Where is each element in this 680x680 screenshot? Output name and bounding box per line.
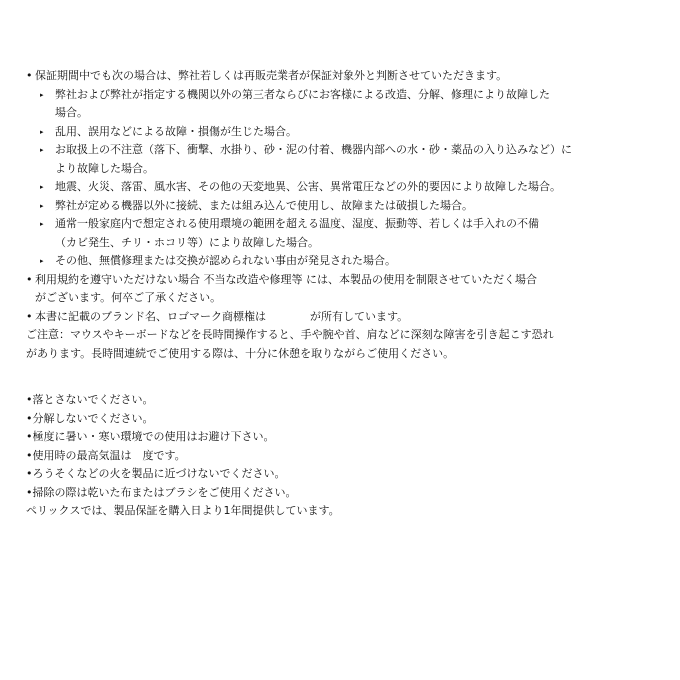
caution-line: があります。長時間連続でご使用する際は、十分に休憩を取りながらご使用ください。 <box>26 346 455 360</box>
caution-notice <box>26 326 656 363</box>
triangle-bullet-icon: ▸ <box>40 201 44 210</box>
warranty-conditions-list <box>26 86 656 271</box>
handling-item: •分解しないでください。 <box>26 411 154 425</box>
terms-line: 利用規約を遵守いただけない場合 不当な改造や修理等 には、本製品の使用を制限させていただく場合 <box>35 272 537 286</box>
warranty-intro <box>26 67 656 86</box>
condition-item <box>26 215 656 252</box>
condition-line: 乱用、誤用などによる故障・損傷が生じた場合。 <box>55 124 297 138</box>
condition-item <box>26 141 656 178</box>
trademark-notice <box>26 308 656 327</box>
condition-line: 地震、火災、落雷、風水害、その他の天変地異、公害、異常電圧などの外的要因により故障した場合。 <box>55 180 561 193</box>
condition-line: その他、無償修理または交換が認められない事由が発見された場合。 <box>55 254 396 267</box>
triangle-bullet-icon: ▸ <box>40 220 44 228</box>
condition-line: 弊社が定める機器以外に接続、または組み込んで使用し、故障または破損した場合。 <box>55 198 473 212</box>
warranty-period: ペリックスでは、製品保証を購入日より1年間提供しています。 <box>26 504 340 517</box>
triangle-bullet-icon: ▸ <box>40 257 44 265</box>
condition-line: （カビ発生、チリ・ホコリ等）により故障した場合。 <box>55 235 319 249</box>
handling-item: •ろうそくなどの火を製品に近づけないでください。 <box>26 467 286 480</box>
handling-item: •極度に暑い・寒い環境での使用はお避け下さい。 <box>26 430 275 443</box>
section-gap <box>26 363 656 391</box>
bullet-icon: • <box>26 272 33 286</box>
triangle-bullet-icon: ▸ <box>40 90 44 99</box>
condition-line: 弊社および弊社が指定する機関以外の第三者ならびにお客様による改造、分解、修理により故障した <box>55 87 550 101</box>
bullet-icon: • <box>26 309 33 323</box>
condition-item <box>26 252 656 271</box>
condition-item <box>26 178 656 197</box>
condition-line: 通常一般家庭内で想定される使用環境の範囲を超える温度、湿度、振動等、若しくは手入れの不備 <box>55 217 539 230</box>
terms-line: がございます。何卒ご了承ください。 <box>35 291 222 304</box>
condition-item <box>26 197 656 216</box>
handling-item: •落とさないでください。 <box>26 393 154 406</box>
condition-line: より故障した場合。 <box>55 161 154 175</box>
handling-item: •掃除の際は乾いた布またはブラシをご使用ください。 <box>26 485 297 499</box>
condition-line: お取扱上の不注意（落下、衝撃、水掛り、砂・泥の付着、機器内部への水・砂・薬品の入り込みなど）に <box>55 143 572 156</box>
handling-list <box>26 391 656 502</box>
triangle-bullet-icon: ▸ <box>40 183 44 191</box>
triangle-bullet-icon: ▸ <box>40 146 44 154</box>
condition-item <box>26 123 656 142</box>
condition-line: 場合。 <box>55 106 88 119</box>
condition-item <box>26 86 656 123</box>
warranty-intro-text: 保証期間中でも次の場合は、弊社若しくは再販売業者が保証対象外と判断させていただきます。 <box>35 69 508 82</box>
triangle-bullet-icon: ▸ <box>40 127 44 136</box>
trademark-text: 本書に記載のブランド名、ロゴマーク商標権は が所有しています。 <box>35 309 409 323</box>
terms-notice <box>26 271 656 308</box>
manual-page <box>26 67 656 521</box>
bullet-icon: • <box>26 69 33 82</box>
caution-line: ご注意：マウスやキーボードなどを長時間操作すると、手や腕や首、肩などに深刻な障害を引き起こす恐れ <box>26 328 554 341</box>
handling-item: •使用時の最高気温は 度です。 <box>26 448 186 462</box>
